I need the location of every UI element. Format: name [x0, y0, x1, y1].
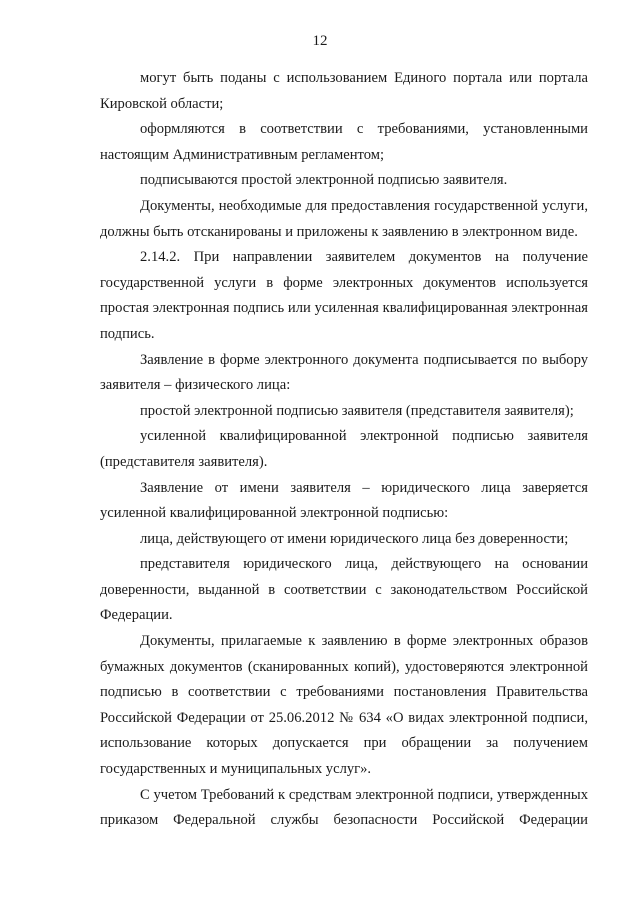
paragraph-regulation-formatting: оформляются в соответствии с требованиями, установленными настоящим Административным регламентом; — [100, 121, 588, 163]
page-number: 12 — [312, 33, 328, 49]
paragraph-without-power-of-attorney: лица, действующего от имени юридического лица без доверенности; — [140, 530, 569, 547]
paragraph-attached-documents: Документы, прилагаемые к заявлению в форме электронных образов бумажных документов (сканированных копий), удостоверяются электронной подписью в соответствии с требованиями постановления Правительства Российской Федерации от 25.06.2012 № 634 «О видах электронной подписи, использование которых допускается при обращении за получением государственных и муниципальных услуг». — [100, 633, 588, 778]
paragraph-individual-application: Заявление в форме электронного документа подписывается по выбору заявителя – физического лица: — [100, 351, 588, 394]
paragraph-scanned-documents: Документы, необходимые для предоставления государственной услуги, должны быть отсканированы и приложены к заявлению в электронном виде. — [100, 197, 588, 240]
paragraph-representative-power-of-attorney: представителя юридического лица, действующего на основании доверенности, выданной в соответствии с законодательством Российской Федерации. — [100, 556, 588, 624]
paragraph-simple-signature: подписываются простой электронной подписью заявителя. — [140, 172, 508, 189]
paragraph-legal-entity-application: Заявление от имени заявителя – юридического лица заверяется усиленной квалифицированной электронной подписью: — [100, 479, 588, 522]
paragraph-signature-requirements: С учетом Требований к средствам электронной подписи, утвержденных приказом Федеральной службы безопасности Российской Федерации — [100, 786, 588, 829]
document-body — [100, 66, 588, 834]
paragraph-portal-submission: могут быть поданы с использованием Единого портала или портала Кировской области; — [100, 70, 588, 112]
paragraph-simple-signature-representative: простой электронной подписью заявителя (представителя заявителя); — [140, 402, 574, 419]
paragraph-qualified-signature-representative: усиленной квалифицированной электронной подписью заявителя (представителя заявителя). — [100, 428, 588, 470]
paragraph-section-2-14-2: 2.14.2. При направлении заявителем документов на получение государственной услуги в форме электронных документов используется простая электронная подпись или усиленная квалифицированная электронная подпись. — [100, 249, 588, 342]
